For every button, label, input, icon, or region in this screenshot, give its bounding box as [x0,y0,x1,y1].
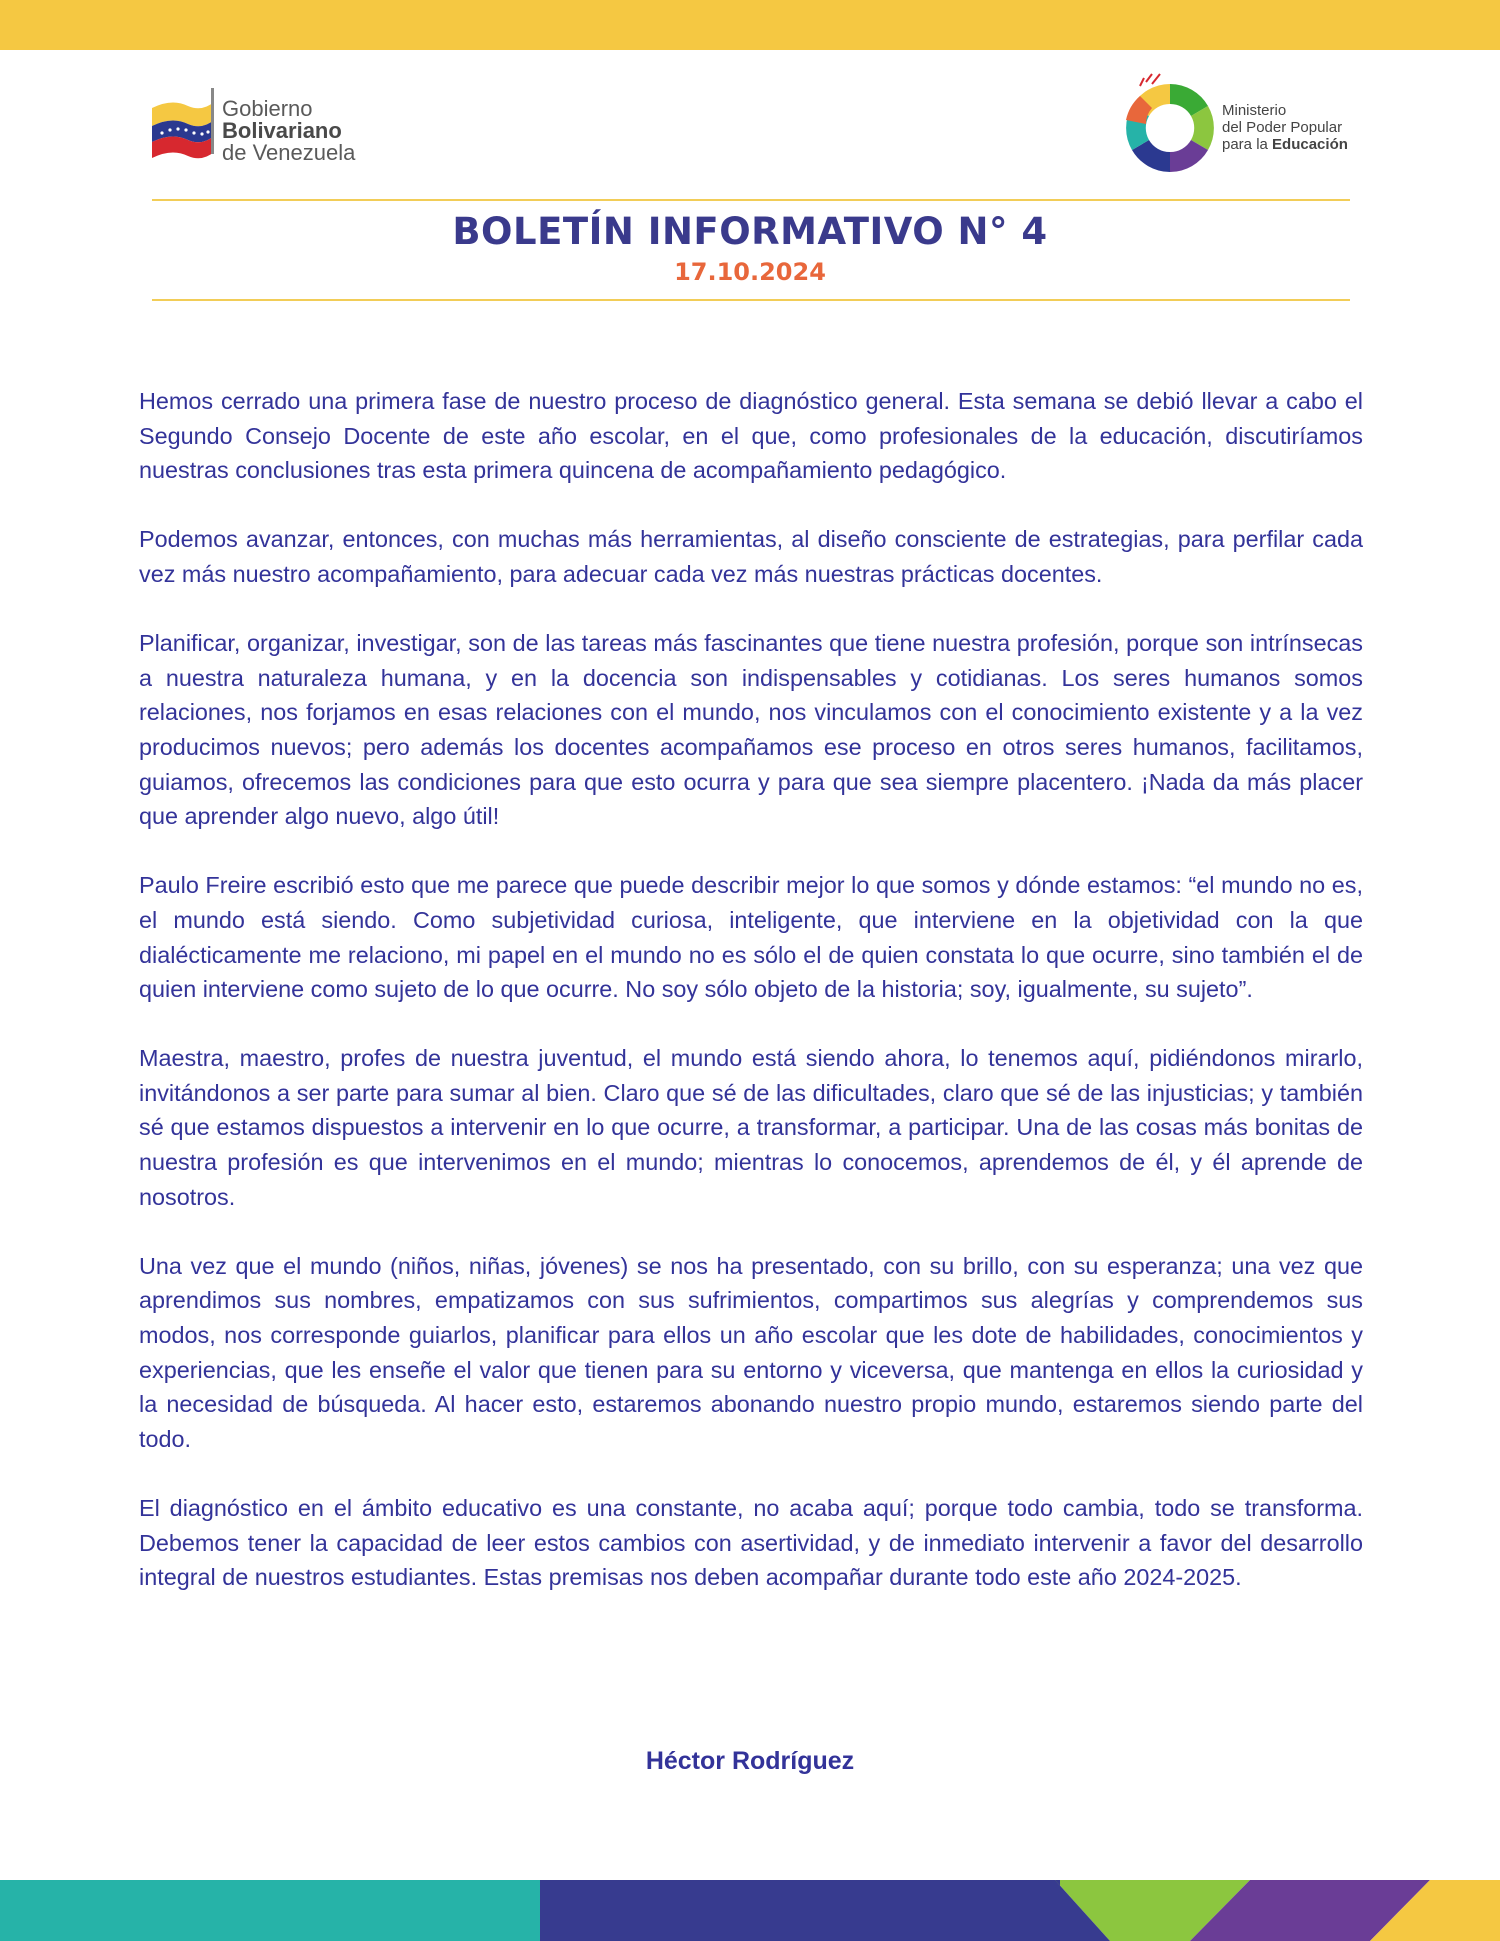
bulletin-title: BOLETÍN INFORMATIVO N° 4 [452,210,1048,253]
bulletin-date: 17.10.2024 [674,258,826,286]
paragraph: Planificar, organizar, investigar, son de las tareas más fascinantes que tiene nuestra profesión, porque son intrínsecas a nuestra naturaleza humana, y en la docencia son indispensables y cotidianas. Los seres humanos somos relaciones, nos forjamos en esas relaciones con el mundo, nos vinculamos con el conocimiento existente y a la vez producimos nuevos; pero además los docentes acompañamos ese proceso en otros seres humanos, facilitamos, guiamos, ofrecemos las condiciones para que esto ocurra y para que sea siempre placentero. ¡Nada da más placer que aprender algo nuevo, algo útil! [139,630,1363,830]
title-bottom-rule [152,299,1350,301]
letterhead [0,50,1500,180]
top-color-bar [0,0,1500,50]
venezuela-flag-icon [148,80,220,160]
author-signature: Héctor Rodríguez [645,1747,855,1775]
paragraph: Paulo Freire escribió esto que me parece que puede describir mejor lo que somos y dónde estamos: “el mundo no es, el mundo está siendo. Como subjetividad curiosa, inteligente, que interviene en la objetividad con la que dialécticamente me relaciono, mi papel en el mundo no es sólo el de quien constata lo que ocurre, sino también el de quien interviene como sujeto de lo que ocurre. No soy sólo objeto de la historia; soy, igualmente, su sujeto”. [139,872,1363,1003]
ministry-logo-line2: del Poder Popular [1222,119,1343,136]
ministerio-educacion-logo [1120,72,1360,182]
gobierno-bolivariano-logo [148,80,388,170]
gov-logo-line2: Bolivariano [222,118,342,143]
paragraph: Podemos avanzar, entonces, con muchas más herramientas, al diseño consciente de estrategias, para perfilar cada vez más nuestro acompañamiento, para adecuar cada vez más nuestras prácticas docentes. [139,526,1363,587]
gov-logo-line1: Gobierno [222,96,313,121]
paragraph: Hemos cerrado una primera fase de nuestro proceso de diagnóstico general. Esta semana se debió llevar a cabo el Segundo Consejo Docente de este año escolar, en el que, como profesionales de la educación, discutiríamos nuestras conclusiones tras esta primera quincena de acompañamiento pedagógico. [139,388,1363,484]
paragraph: Una vez que el mundo (niños, niñas, jóvenes) se nos ha presentado, con su brillo, con su esperanza; una vez que aprendimos sus nombres, empatizamos con sus sufrimientos, compartimos sus alegrías y comprendemos sus modos, nos corresponde guiarlos, planificar para ellos un año escolar que les dote de habilidades, conocimientos y experiencias, que les enseñe el valor que tienen para su entorno y viceversa, que mantenga en ellos la curiosidad y la necesidad de búsqueda. Al hacer esto, estaremos abonando nuestro propio mundo, estaremos siendo parte del todo. [139,1252,1363,1452]
footer-color-band [0,1880,1500,1941]
ministry-ring-icon [1120,72,1220,182]
ministry-logo-line1: Ministerio [1222,102,1287,119]
gov-logo-line3: de Venezuela [222,140,356,165]
paragraph: Maestra, maestro, profes de nuestra juventud, el mundo está siendo ahora, lo tenemos aquí, pidiéndonos mirarlo, invitándonos a ser parte para sumar al bien. Claro que sé de las dificultades, claro que sé de las injusticias; y también sé que estamos dispuestos a intervenir en lo que ocurre, a transformar, a participar. Una de las cosas más bonitas de nuestra profesión es que intervenimos en el mundo; mientras lo conocemos, aprendemos de él, y él aprende de nosotros. [139,1045,1363,1210]
ministry-logo-line3-bold: Educación [1272,136,1348,153]
ministry-logo-line3-prefix: para la [1222,136,1273,153]
bulletin-body [139,384,1363,1629]
paragraph: El diagnóstico en el ámbito educativo es una constante, no acaba aquí; porque todo cambia, todo se transforma. Debemos tener la capacidad de leer estos cambios con asertividad, y de inmediato intervenir a favor del desarrollo integral de nuestros estudiantes. Estas premisas nos deben acompañar durante todo este año 2024-2025. [139,1495,1363,1591]
title-top-rule [152,199,1350,201]
